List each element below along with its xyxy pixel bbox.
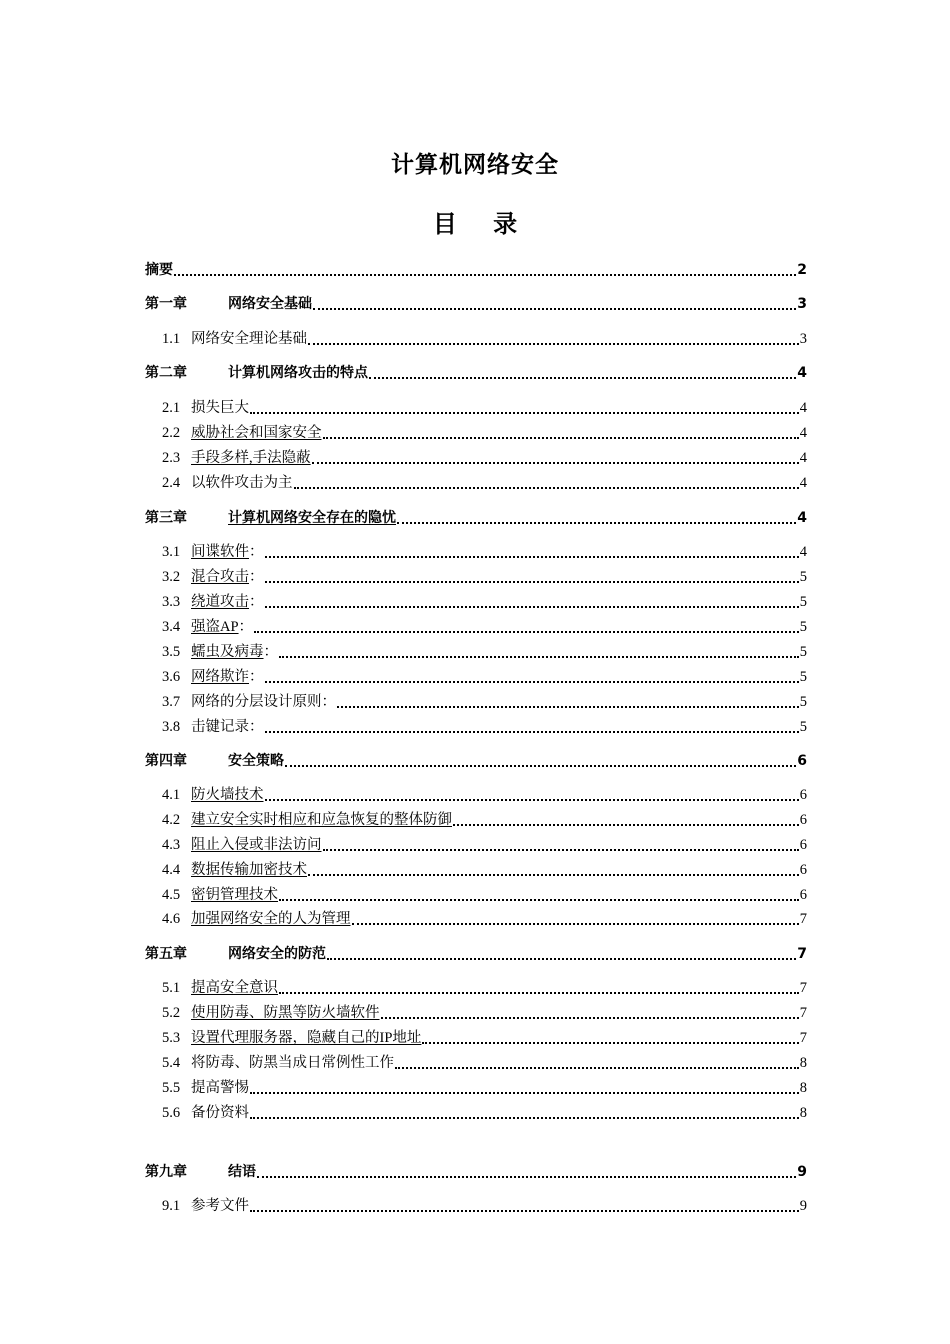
toc-page-number: 6 (799, 887, 807, 903)
toc-dot-leader (265, 680, 799, 683)
toc-section-entry[interactable] (162, 975, 807, 997)
toc-page-number: 4 (799, 450, 807, 466)
toc-page-number: 9 (797, 1164, 807, 1180)
toc-entry-label[interactable]: 网络安全理论基础 (191, 331, 307, 347)
toc-heading: 目 录 (432, 210, 518, 238)
toc-entry-number: 第三章 (145, 510, 187, 526)
toc-entry-label[interactable]: 网络安全基础 (228, 296, 312, 312)
toc-dot-leader (352, 922, 799, 925)
toc-dot-leader (323, 848, 799, 851)
toc-page-number: 4 (797, 510, 807, 526)
toc-entry-label[interactable]: 提高警惕 (191, 1080, 249, 1096)
toc-section-entry[interactable] (162, 1100, 807, 1122)
toc-dot-leader (381, 1016, 799, 1019)
toc-entry-suffix: ： (249, 594, 264, 610)
toc-chapter-entry[interactable] (145, 360, 807, 382)
toc-entry-number: 4.3 (162, 837, 181, 853)
document-title: 计算机网络安全 (391, 152, 559, 178)
toc-chapter-entry[interactable] (145, 941, 807, 963)
toc-entry-suffix: ： (249, 569, 264, 585)
toc-entry-number: 4.4 (162, 862, 181, 878)
toc-dot-leader (265, 798, 799, 801)
toc-dot-leader (308, 342, 799, 345)
toc-entry-label[interactable]: 密钥管理技术 (191, 887, 278, 903)
toc-entry-label[interactable]: 计算机网络攻击的特点 (228, 365, 368, 381)
toc-entry-number: 5.6 (162, 1105, 181, 1121)
toc-page-number: 7 (799, 1030, 807, 1046)
toc-page-number: 5 (799, 719, 807, 735)
toc-dot-leader (397, 521, 796, 524)
toc-entry-label[interactable]: 数据传输加密技术 (191, 862, 307, 878)
toc-chapter-entry[interactable] (145, 505, 807, 527)
toc-entry-label[interactable]: 结语 (228, 1164, 256, 1180)
toc-dot-leader (279, 898, 799, 901)
toc-page-number: 6 (799, 862, 807, 878)
toc-section-entry[interactable] (162, 639, 807, 661)
toc-section-entry[interactable] (162, 906, 807, 928)
toc-entry-suffix: ： (249, 544, 264, 560)
toc-section-entry[interactable] (162, 564, 807, 586)
toc-entry-label[interactable]: 计算机网络安全存在的隐忧 (228, 510, 396, 526)
toc-page-number: 8 (799, 1055, 807, 1071)
toc-entry-label[interactable]: 提高安全意识 (191, 980, 278, 996)
toc-dot-leader (265, 580, 799, 583)
toc-dot-leader (279, 655, 799, 658)
toc-section-entry[interactable] (162, 714, 807, 736)
toc-entry-number: 2.2 (162, 425, 181, 441)
toc-entry-number: 3.8 (162, 719, 181, 735)
toc-entry-label[interactable]: 混合攻击 (191, 569, 249, 585)
toc-dot-leader (250, 1209, 799, 1212)
toc-page-number: 6 (799, 787, 807, 803)
toc-page-number: 7 (799, 980, 807, 996)
toc-entry-number: 第一章 (145, 296, 187, 312)
toc-page-number: 7 (797, 946, 807, 962)
toc-section-entry[interactable] (162, 1000, 807, 1022)
toc-entry-number: 5.1 (162, 980, 181, 996)
toc-entry-label[interactable]: 以软件攻击为主 (191, 475, 293, 491)
toc-entry-number: 第四章 (145, 753, 187, 769)
toc-entry-number: 9.1 (162, 1198, 181, 1214)
toc-entry-number: 1.1 (162, 331, 181, 347)
toc-entry-number: 2.4 (162, 475, 181, 491)
toc-entry-label[interactable]: 备份资料 (191, 1105, 249, 1121)
toc-dot-leader (308, 873, 799, 876)
toc-entry-number: 4.5 (162, 887, 181, 903)
toc-entry-label[interactable]: 建立安全实时相应和应急恢复的整体防御 (191, 812, 452, 828)
toc-chapter-entry[interactable] (145, 1159, 807, 1181)
toc-entry-number: 3.5 (162, 644, 181, 660)
toc-page-number: 5 (799, 644, 807, 660)
toc-section-entry[interactable] (162, 326, 807, 348)
toc-entry-label[interactable]: 强盗AP (191, 619, 239, 635)
toc-entry-number: 3.3 (162, 594, 181, 610)
toc-entry-number: 第九章 (145, 1164, 187, 1180)
toc-dot-leader (313, 307, 796, 310)
toc-dot-leader (323, 436, 799, 439)
toc-entry-label[interactable]: 绕道攻击 (191, 594, 249, 610)
toc-entry-number: 3.1 (162, 544, 181, 560)
toc-entry-label[interactable]: 摘要 (145, 262, 173, 278)
toc-entry-label[interactable]: 将防毒、防黑当成日常例性工作 (191, 1055, 394, 1071)
toc-page-number: 2 (797, 262, 807, 278)
toc-entry-number: 5.4 (162, 1055, 181, 1071)
toc-section-entry[interactable] (162, 807, 807, 829)
toc-page-number: 9 (799, 1198, 807, 1214)
toc-dot-leader (279, 991, 799, 994)
toc-section-entry[interactable] (162, 539, 807, 561)
toc-page-number: 4 (799, 400, 807, 416)
toc-dot-leader (250, 411, 799, 414)
toc-entry-label[interactable]: 网络的分层设计原则： (191, 694, 336, 710)
toc-entry-label[interactable]: 网络欺诈 (191, 669, 249, 685)
toc-dot-leader (257, 1175, 796, 1178)
toc-entry-number: 3.7 (162, 694, 181, 710)
toc-entry-number: 2.3 (162, 450, 181, 466)
toc-dot-leader (327, 957, 796, 960)
toc-entry-label[interactable]: 间谍软件 (191, 544, 249, 560)
toc-page-number: 8 (799, 1080, 807, 1096)
toc-page-number: 5 (799, 669, 807, 685)
toc-dot-leader (250, 1116, 799, 1119)
toc-page-number: 6 (799, 812, 807, 828)
toc-dot-leader (265, 605, 799, 608)
toc-chapter-entry[interactable] (145, 257, 807, 279)
toc-section-entry[interactable] (162, 857, 807, 879)
toc-dot-leader (265, 555, 799, 558)
toc-entry-number: 第二章 (145, 365, 187, 381)
toc-section-entry[interactable] (162, 470, 807, 492)
toc-dot-leader (285, 764, 796, 767)
toc-section-entry[interactable] (162, 1075, 807, 1097)
toc-page-number: 5 (799, 694, 807, 710)
toc-entry-label[interactable]: 击键记录： (191, 719, 264, 735)
toc-section-entry[interactable] (162, 614, 807, 636)
toc-page-number: 3 (799, 331, 807, 347)
toc-chapter-entry[interactable] (145, 291, 807, 313)
toc-entry-label[interactable]: 威胁社会和国家安全 (191, 425, 322, 441)
toc-dot-leader (337, 705, 799, 708)
toc-dot-leader (265, 730, 799, 733)
toc-section-entry[interactable] (162, 420, 807, 442)
toc-entry-label[interactable]: 使用防毒、防黑等防火墙软件 (191, 1005, 380, 1021)
toc-page-number: 7 (799, 911, 807, 927)
toc-entry-label[interactable]: 手段多样,手法隐蔽 (191, 450, 311, 466)
toc-section-entry[interactable] (162, 395, 807, 417)
toc-chapter-entry[interactable] (145, 748, 807, 770)
toc-entry-number: 第五章 (145, 946, 187, 962)
toc-entry-number: 3.4 (162, 619, 181, 635)
toc-dot-leader (422, 1041, 798, 1044)
toc-entry-suffix: ： (238, 619, 254, 635)
toc-section-entry[interactable] (162, 832, 807, 854)
toc-section-entry[interactable] (162, 445, 807, 467)
toc-section-entry[interactable] (162, 882, 807, 904)
toc-section-entry[interactable] (162, 664, 807, 686)
toc-entry-label[interactable]: 加强网络安全的人为管理 (191, 911, 351, 927)
toc-section-entry[interactable] (162, 589, 807, 611)
toc-entry-label[interactable]: 损失巨大 (191, 400, 249, 416)
toc-page-number: 6 (797, 753, 807, 769)
toc-dot-leader (254, 630, 799, 633)
toc-dot-leader (453, 823, 799, 826)
toc-entry-label[interactable]: 防火墙技术 (191, 787, 264, 803)
toc-entry-suffix: ： (249, 669, 264, 685)
toc-entry-suffix: ： (263, 644, 278, 660)
toc-entry-label[interactable]: 设置代理服务器，隐藏自己的IP地址 (191, 1030, 422, 1046)
toc-dot-leader (250, 1091, 799, 1094)
toc-page-number: 7 (799, 1005, 807, 1021)
toc-dot-leader (369, 376, 796, 379)
toc-entry-number: 4.1 (162, 787, 181, 803)
toc-page-number: 3 (797, 296, 807, 312)
toc-section-entry[interactable] (162, 689, 807, 711)
toc-page-number: 4 (799, 425, 807, 441)
toc-page-number: 4 (799, 475, 807, 491)
toc-entry-number: 4.6 (162, 911, 181, 927)
toc-section-entry[interactable] (162, 1025, 807, 1047)
toc-section-entry[interactable] (162, 1193, 807, 1215)
toc-entry-label[interactable]: 阻止入侵或非法访问 (191, 837, 322, 853)
toc-entry-number: 3.2 (162, 569, 181, 585)
toc-page-number: 5 (799, 594, 807, 610)
toc-entry-label[interactable]: 网络安全的防范 (228, 946, 326, 962)
toc-entry-number: 3.6 (162, 669, 181, 685)
toc-dot-leader (312, 461, 799, 464)
toc-dot-leader (395, 1066, 799, 1069)
toc-page-number: 8 (799, 1105, 807, 1121)
toc-entry-number: 2.1 (162, 400, 181, 416)
toc-page-number: 5 (799, 569, 807, 585)
toc-entry-label[interactable]: 参考文件 (191, 1198, 249, 1214)
toc-dot-leader (174, 273, 796, 276)
toc-entry-number: 5.5 (162, 1080, 181, 1096)
toc-entry-label[interactable]: 蠕虫及病毒 (191, 644, 264, 660)
toc-entry-number: 5.2 (162, 1005, 181, 1021)
toc-page-number: 4 (797, 365, 807, 381)
toc-entry-label[interactable]: 安全策略 (228, 753, 284, 769)
toc-entry-number: 5.3 (162, 1030, 181, 1046)
toc-section-entry[interactable] (162, 1050, 807, 1072)
toc-dot-leader (294, 486, 799, 489)
toc-page-number: 6 (799, 837, 807, 853)
toc-entry-number: 4.2 (162, 812, 181, 828)
toc-section-entry[interactable] (162, 782, 807, 804)
toc-page-number: 4 (799, 544, 807, 560)
toc-page-number: 5 (799, 619, 807, 635)
